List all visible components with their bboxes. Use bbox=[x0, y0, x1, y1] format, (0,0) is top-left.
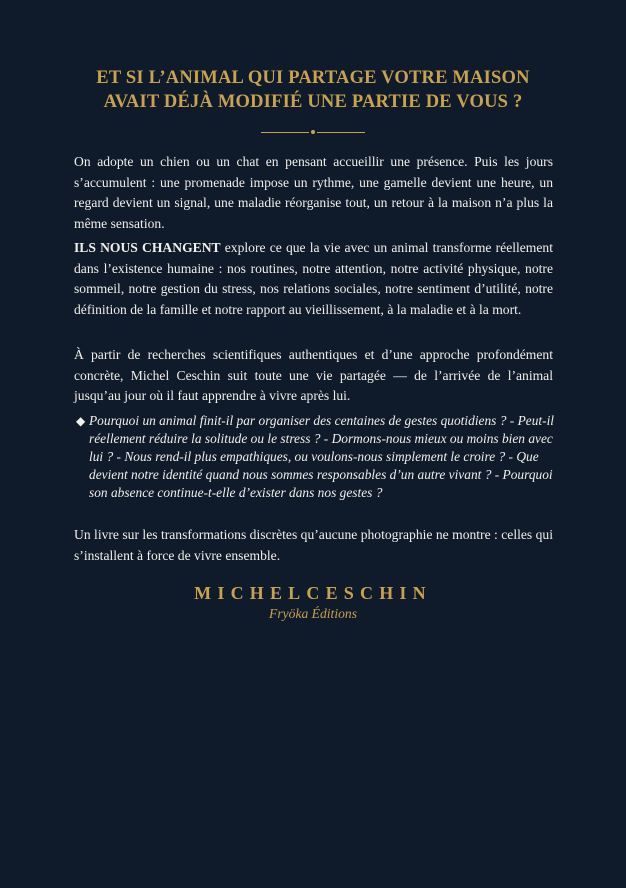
closing-paragraph: Un livre sur les transformations discrètes qu’aucune photographie ne montre : celles qui s’installent à force de vivre ensemble. bbox=[74, 527, 553, 563]
author-name: MICHELCESCHIN bbox=[194, 583, 432, 603]
cover-title bbox=[40, 66, 586, 114]
cover-title-line-1: ET SI L’ANIMAL QUI PARTAGE VOTRE MAISON bbox=[96, 68, 530, 88]
approach-paragraph: À partir de recherches scientifiques authentiques et d’une approche profondément concrète, Michel Ceschin suit toute une vie partagée — de l’arrivée de l’animal jusqu’au jour où il faut apprendre à vivre après lui. bbox=[74, 347, 553, 403]
divider-line-left bbox=[261, 132, 309, 133]
questions-text: Pourquoi un animal finit-il par organiser des centaines de gestes quotidiens ? - Peut-il réellement réduire la solitude ou le stress ? - Dormons-nous mieux ou moins bien avec lui ? - Nous rend-il plus empathiques, ou voulons-nous simplement le croire ? - Que devient notre identité quand nous sommes responsables d’un autre vivant ? - Pourquoi son absence continue-t-elle d’exister dans nos gestes ? bbox=[89, 413, 555, 500]
divider-line-right bbox=[317, 132, 365, 133]
bullet-diamond-icon: ◆ bbox=[76, 414, 86, 428]
publisher-name: Fryöka Éditions bbox=[269, 606, 357, 621]
summary-paragraph-text: explore ce que la vie avec un animal transforme réellement dans l’existence humaine : nos routines, notre attention, notre activité physique, notre sommeil, notre gestion du stress, nos relations sociales, notre sentiment d’utilité, notre définition de la famille et notre rapport au vieillissement, à la maladie et à la mort. bbox=[74, 240, 553, 317]
cover-title-line-2: AVAIT DÉJÀ MODIFIÉ UNE PARTIE DE VOUS ? bbox=[103, 92, 523, 112]
divider-diamond-icon bbox=[311, 130, 315, 134]
intro-paragraph: On adopte un chien ou un chat en pensant accueillir une présence. Puis les jours s’accumulent : une promenade impose un rythme, une gamelle devient une heure, un regard devient un signal, une maladie réorganise tout, un retour à la maison n’a plus la même sensation. bbox=[74, 154, 553, 231]
summary-paragraph bbox=[74, 238, 553, 320]
questions-block bbox=[74, 412, 559, 502]
title-divider-ornament bbox=[261, 130, 365, 134]
book-title-inline: ILS NOUS CHANGENT bbox=[74, 240, 221, 255]
